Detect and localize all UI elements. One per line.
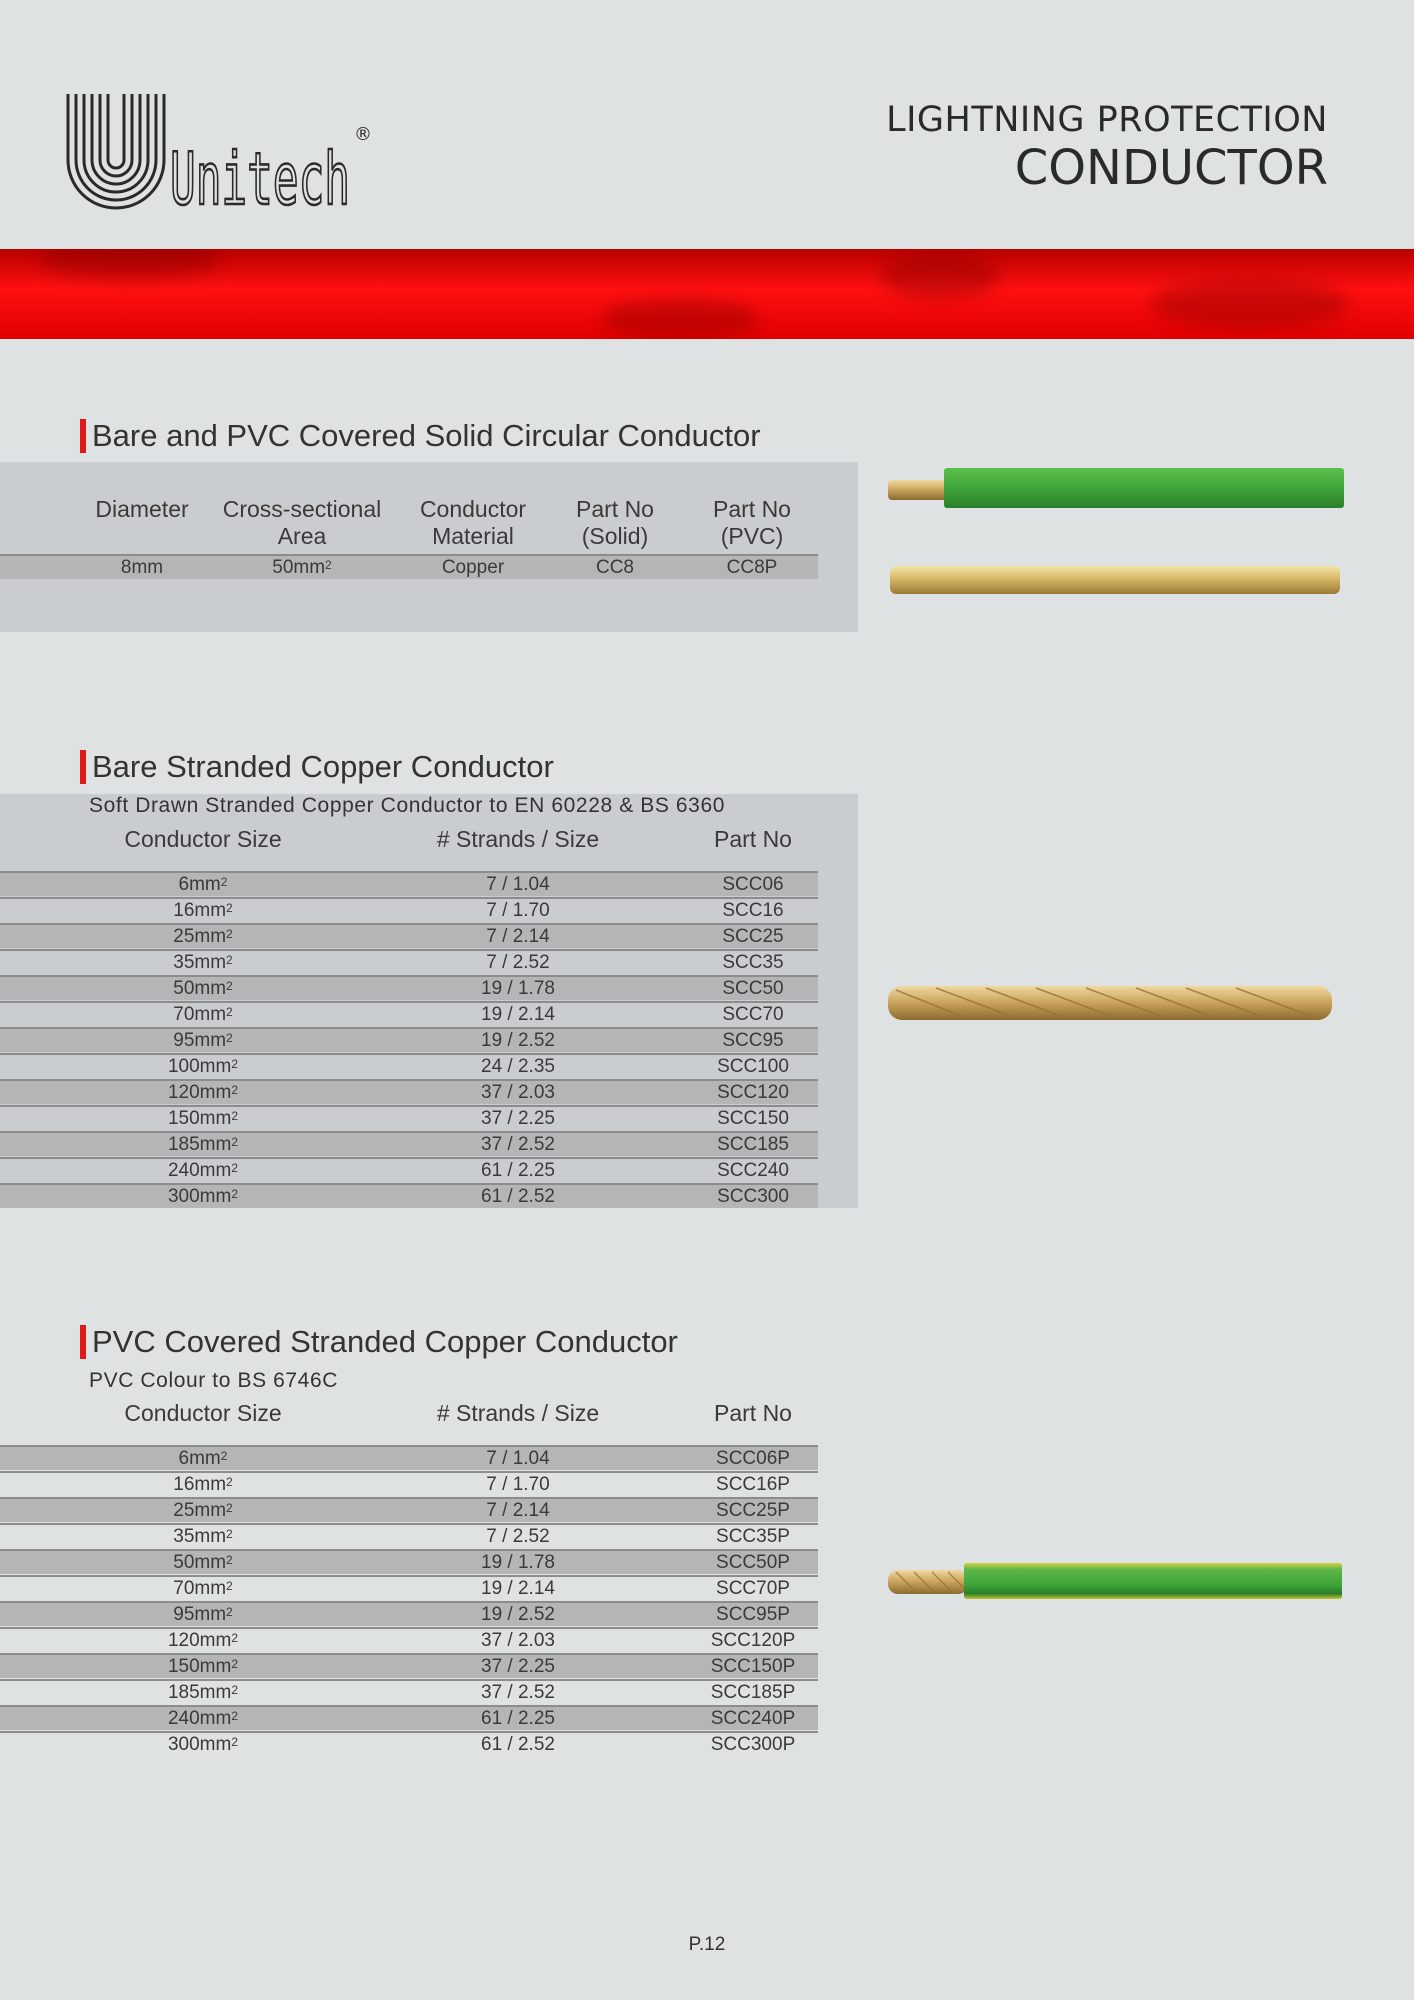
cell-strands: 7 / 1.70 xyxy=(486,1474,550,1495)
cell-part: SCC300 xyxy=(717,1186,789,1207)
table-row xyxy=(0,1653,818,1678)
cell-size: $95mm^2$ xyxy=(173,1604,233,1625)
section1-panel xyxy=(0,462,858,632)
cell-part: SCC240 xyxy=(717,1160,789,1181)
cell-size: $70mm^2$ xyxy=(173,1004,233,1025)
cell-strands: 37 / 2.03 xyxy=(481,1082,555,1103)
bare-stranded-conductor-image xyxy=(886,982,1336,1026)
table-row xyxy=(0,1131,818,1156)
pvc-stranded-conductor-image xyxy=(886,1560,1346,1602)
cell-part: SCC25P xyxy=(716,1500,790,1521)
s1-col-part-pvc: Part No (PVC) xyxy=(713,496,791,549)
cell-part: SCC25 xyxy=(722,926,784,947)
cell-part: SCC16 xyxy=(722,900,784,921)
table-row xyxy=(0,1053,818,1078)
table-row xyxy=(0,1157,818,1182)
red-banner xyxy=(0,249,1414,339)
cell-part: SCC120 xyxy=(717,1082,789,1103)
table-row xyxy=(0,975,818,1000)
cell-size: $100mm^2$ xyxy=(167,1056,239,1077)
cell-strands: 37 / 2.25 xyxy=(481,1108,555,1129)
cell-size: $16mm^2$ xyxy=(173,900,233,921)
cell-size: $300mm^2$ xyxy=(167,1186,239,1207)
table-row xyxy=(0,1627,818,1652)
section2-panel xyxy=(0,794,858,1208)
table-row xyxy=(0,1027,818,1052)
cell-size: $35mm^2$ xyxy=(173,952,233,973)
cell-size: $25mm^2$ xyxy=(173,926,233,947)
table-row xyxy=(0,1105,818,1130)
cell-strands: 7 / 2.14 xyxy=(486,926,550,947)
cell-part: SCC120P xyxy=(710,1630,796,1651)
cell-part: SCC06 xyxy=(722,874,784,895)
cell-size: $16mm^2$ xyxy=(173,1474,233,1495)
pvc-solid-conductor-image xyxy=(886,462,1346,512)
s3-col-part: Part No xyxy=(714,1400,792,1426)
cell-size: $185mm^2$ xyxy=(167,1682,239,1703)
table-row xyxy=(0,871,818,896)
cell-part: SCC06P xyxy=(716,1448,790,1469)
cell-size: $120mm^2$ xyxy=(167,1082,239,1103)
cell-part: SCC185P xyxy=(710,1682,796,1703)
s1-col-material: Conductor Material xyxy=(419,496,527,549)
table-row xyxy=(0,1001,818,1026)
table-row xyxy=(0,1183,818,1208)
cell-strands: 7 / 2.52 xyxy=(486,952,550,973)
table-row xyxy=(0,897,818,922)
cell-part: SCC150P xyxy=(710,1656,796,1677)
cell-strands: 61 / 2.25 xyxy=(481,1708,555,1729)
cell-size: $6mm^2$ xyxy=(178,1448,228,1469)
cell-size: $150mm^2$ xyxy=(167,1656,239,1677)
table-row xyxy=(0,1601,818,1626)
table-row: 8mm $50mm^2$ Copper CC8 CC8P xyxy=(0,554,818,579)
cell-part: SCC240P xyxy=(710,1708,796,1729)
section2-subtitle: Soft Drawn Stranded Copper Conductor to EN 60228 & BS 6360 xyxy=(89,794,725,817)
s1-col-area: Cross-sectional Area xyxy=(222,496,382,549)
cell-strands: 61 / 2.52 xyxy=(481,1186,555,1207)
cell-strands: 7 / 2.52 xyxy=(486,1526,550,1547)
cell-strands: 19 / 2.52 xyxy=(481,1604,555,1625)
table-row xyxy=(0,1705,818,1730)
cell-size: $6mm^2$ xyxy=(178,874,228,895)
cell-strands: 19 / 2.14 xyxy=(481,1578,555,1599)
cell-size: $240mm^2$ xyxy=(167,1160,239,1181)
table-row xyxy=(0,1523,818,1548)
cell-size: $50mm^2$ xyxy=(173,978,233,999)
cell-strands: 37 / 2.52 xyxy=(481,1134,555,1155)
cell-strands: 19 / 2.52 xyxy=(481,1030,555,1051)
header-title-line2: CONDUCTOR xyxy=(1014,140,1328,196)
cell-part: SCC50P xyxy=(716,1552,790,1573)
s3-col-size: Conductor Size xyxy=(124,1400,282,1426)
table-row xyxy=(0,1471,818,1496)
cell-strands: 7 / 2.14 xyxy=(486,1500,550,1521)
cell-size: $150mm^2$ xyxy=(167,1108,239,1129)
cell-strands: 19 / 1.78 xyxy=(481,978,555,999)
cell-part: SCC100 xyxy=(717,1056,789,1077)
table-row xyxy=(0,1445,818,1470)
s2-col-size: Conductor Size xyxy=(124,826,282,852)
cell-size: $25mm^2$ xyxy=(173,1500,233,1521)
logo-wordmark: Unitech xyxy=(170,137,350,220)
table-row xyxy=(0,1079,818,1104)
cell-part: SCC95P xyxy=(716,1604,790,1625)
cell-part: SCC95 xyxy=(722,1030,784,1051)
bare-solid-conductor-image xyxy=(886,560,1346,600)
cell-strands: 7 / 1.04 xyxy=(486,1448,550,1469)
cell-strands: 24 / 2.35 xyxy=(481,1056,555,1077)
cell-part: SCC185 xyxy=(717,1134,789,1155)
cell-strands: 61 / 2.52 xyxy=(481,1734,555,1755)
section2-title: Bare Stranded Copper Conductor xyxy=(80,750,554,784)
cell-size: $50mm^2$ xyxy=(173,1552,233,1573)
cell-strands: 61 / 2.25 xyxy=(481,1160,555,1181)
cell-part: SCC35P xyxy=(716,1526,790,1547)
cell-size: $70mm^2$ xyxy=(173,1578,233,1599)
section3-subtitle: PVC Colour to BS 6746C xyxy=(89,1369,338,1392)
table-row xyxy=(0,1679,818,1704)
cell-part: SCC150 xyxy=(717,1108,789,1129)
section3-title: PVC Covered Stranded Copper Conductor xyxy=(80,1325,678,1359)
header-title-line1: LIGHTNING PROTECTION xyxy=(886,100,1328,140)
s3-col-strands: # Strands / Size xyxy=(436,1400,600,1426)
s1-col-diameter: Diameter xyxy=(95,496,189,522)
s1-col-part-solid: Part No (Solid) xyxy=(576,496,654,549)
table-row xyxy=(0,1549,818,1574)
table-row xyxy=(0,1731,818,1756)
page-number: P.12 xyxy=(688,1934,726,1955)
table-row xyxy=(0,1575,818,1600)
s2-col-strands: # Strands / Size xyxy=(436,826,600,852)
cell-size: $35mm^2$ xyxy=(173,1526,233,1547)
s2-col-part: Part No xyxy=(714,826,792,852)
cell-strands: 37 / 2.52 xyxy=(481,1682,555,1703)
cell-size: $95mm^2$ xyxy=(173,1030,233,1051)
section1-title: Bare and PVC Covered Solid Circular Conductor xyxy=(80,419,761,453)
cell-strands: 37 / 2.25 xyxy=(481,1656,555,1677)
table-row xyxy=(0,923,818,948)
registered-mark: ® xyxy=(354,124,372,145)
cell-part: SCC16P xyxy=(716,1474,790,1495)
cell-strands: 7 / 1.04 xyxy=(486,874,550,895)
cell-part: SCC70 xyxy=(722,1004,784,1025)
cell-part: SCC300P xyxy=(710,1734,796,1755)
cell-strands: 7 / 1.70 xyxy=(486,900,550,921)
cell-part: SCC50 xyxy=(722,978,784,999)
cell-size: $185mm^2$ xyxy=(167,1134,239,1155)
table-row xyxy=(0,1497,818,1522)
cell-size: $300mm^2$ xyxy=(167,1734,239,1755)
cell-strands: 19 / 1.78 xyxy=(481,1552,555,1573)
cell-part: SCC70P xyxy=(716,1578,790,1599)
cell-part: SCC35 xyxy=(722,952,784,973)
cell-strands: 19 / 2.14 xyxy=(481,1004,555,1025)
cell-size: $120mm^2$ xyxy=(167,1630,239,1651)
cell-strands: 37 / 2.03 xyxy=(481,1630,555,1651)
unitech-logo xyxy=(64,90,384,220)
cell-size: $240mm^2$ xyxy=(167,1708,239,1729)
table-row xyxy=(0,949,818,974)
